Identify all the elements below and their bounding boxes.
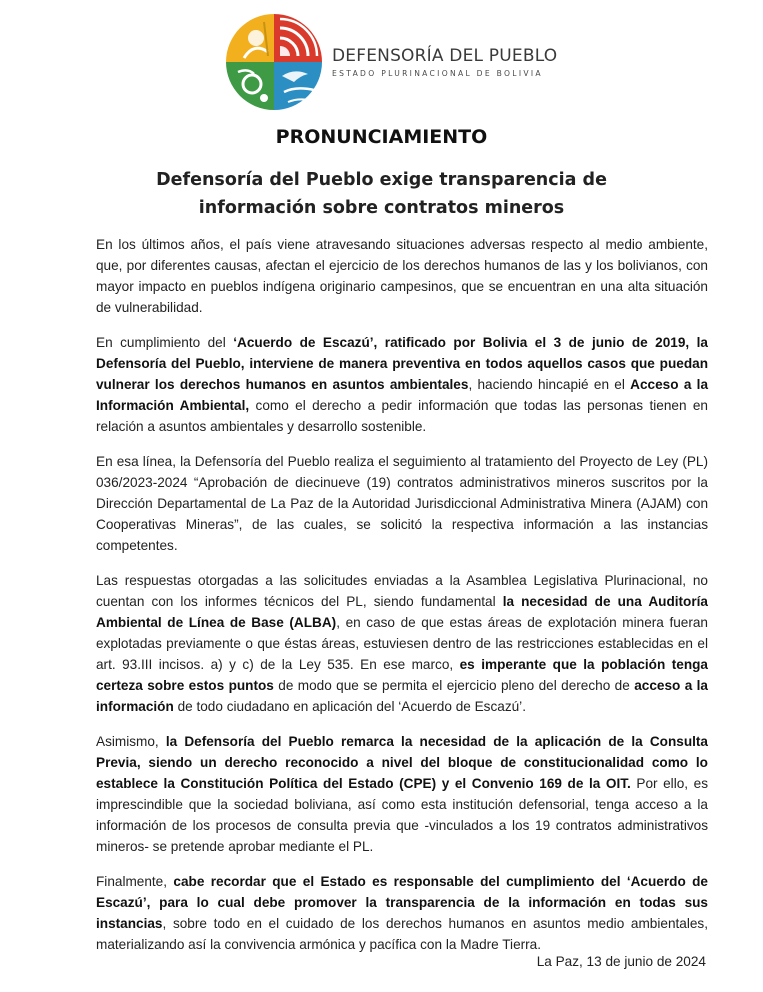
paragraph-text: , en caso de que estas áreas de explotación minera fueran explotadas previamente o que éstas áreas, estuviesen dentro de las restricciones establecidas en el art. 93.III incisos. a) y c) de la Ley 535. En ese marco,: [96, 615, 708, 672]
document-subtitle: Defensoría del Pueblo exige transparencia de información sobre contratos mineros: [156, 170, 607, 218]
paragraph-bold-text: es imperante que la población tenga certeza sobre estos puntos: [96, 657, 708, 693]
paragraph-6: [96, 871, 708, 955]
paragraph-text: de todo ciudadano en aplicación del ‘Acuerdo de Escazú’.: [173, 699, 526, 714]
paragraph-text: Por ello, es imprescindible que la sociedad boliviana, así como esta institución defensorial, tenga acceso a la información de los procesos de consulta previa que -vinculados a los 19 contratos administrativos mineros- se pretende aprobar mediante el PL.: [96, 776, 708, 854]
paragraph-1: [96, 234, 708, 318]
paragraph-text: Asimismo,: [96, 734, 166, 749]
paragraph-bold-text: Acceso a la Información Ambiental,: [96, 377, 709, 413]
paragraph-text: Finalmente,: [96, 874, 174, 889]
document-title: PRONUNCIAMIENTO: [275, 126, 488, 148]
org-name: DEFENSORÍA DEL PUEBLO: [332, 46, 558, 66]
paragraph-text: como el derecho a pedir información que todas las personas tienen en relación a asuntos ambientales y desarrollo sostenible.: [96, 398, 708, 434]
paragraph-text: En cumplimiento del: [96, 335, 234, 350]
paragraph-text: En esa línea, la Defensoría del Pueblo realiza el seguimiento al tratamiento del Proyecto de Ley (PL) 036/2023-2024 “Aprobación de diecinueve (19) contratos administrativos mineros suscritos por la Dirección Departamental de La Paz de la Autoridad Jurisdiccional Administrativa Minera (AJAM) con Cooperativas Mineras”, de las cuales, se solicitó la respectiva información a las instancias competentes.: [96, 454, 708, 553]
paragraph-text: , haciendo hincapié en el: [468, 377, 631, 392]
paragraph-text: de modo que se permita el ejercicio pleno del derecho de: [273, 678, 635, 693]
paragraph-bold-text: acceso a la información: [96, 678, 708, 714]
paragraph-text: En los últimos años, el país viene atravesando situaciones adversas respecto al medio ambiente, que, por diferentes causas, afectan el ejercicio de los derechos humanos de las y los bolivianos, con mayor impacto en pueblos indígena originario campesinos, que se encuentran en una alta situación de vulnerabilidad.: [96, 237, 708, 315]
paragraph-2: [96, 332, 708, 437]
letterhead: [224, 12, 557, 112]
paragraph-5: [96, 731, 708, 857]
paragraph-bold-text: ‘Acuerdo de Escazú’, ratificado por Bolivia el 3 de junio de 2019, la Defensoría del Pueblo, interviene de manera preventiva en todos aquellos casos que puedan vulnerar los derechos humanos en asuntos ambientales: [96, 335, 708, 392]
paragraph-text: , sobre todo en el cuidado de los derechos humanos en asuntos medio ambientales, materializando así la convivencia armónica y pacífica con la Madre Tierra.: [96, 916, 708, 952]
org-subtitle: ESTADO PLURINACIONAL DE BOLIVIA: [332, 69, 543, 78]
document-date: La Paz, 13 de junio de 2024: [536, 954, 706, 969]
paragraph-bold-text: la necesidad de una Auditoría Ambiental de Línea de Base (ALBA): [96, 594, 708, 630]
paragraph-3: [96, 451, 708, 556]
paragraph-4: [96, 570, 708, 717]
paragraph-text: Las respuestas otorgadas a las solicitudes enviadas a la Asamblea Legislativa Plurinacional, no cuentan con los informes técnicos del PL, siendo fundamental: [96, 573, 708, 609]
document-body: [96, 234, 708, 969]
defensoria-logo-icon: [224, 12, 324, 112]
paragraph-bold-text: la Defensoría del Pueblo remarca la necesidad de la aplicación de la Consulta Previa, siendo un derecho reconocido a nivel del bloque de constitucionalidad como lo establece la Constitución Política del Estado (CPE) y el Convenio 169 de la OIT.: [96, 734, 708, 791]
paragraph-bold-text: cabe recordar que el Estado es responsable del cumplimiento del ‘Acuerdo de Escazú’, para lo cual debe promover la transparencia de la información en todas sus instancias: [96, 874, 708, 931]
